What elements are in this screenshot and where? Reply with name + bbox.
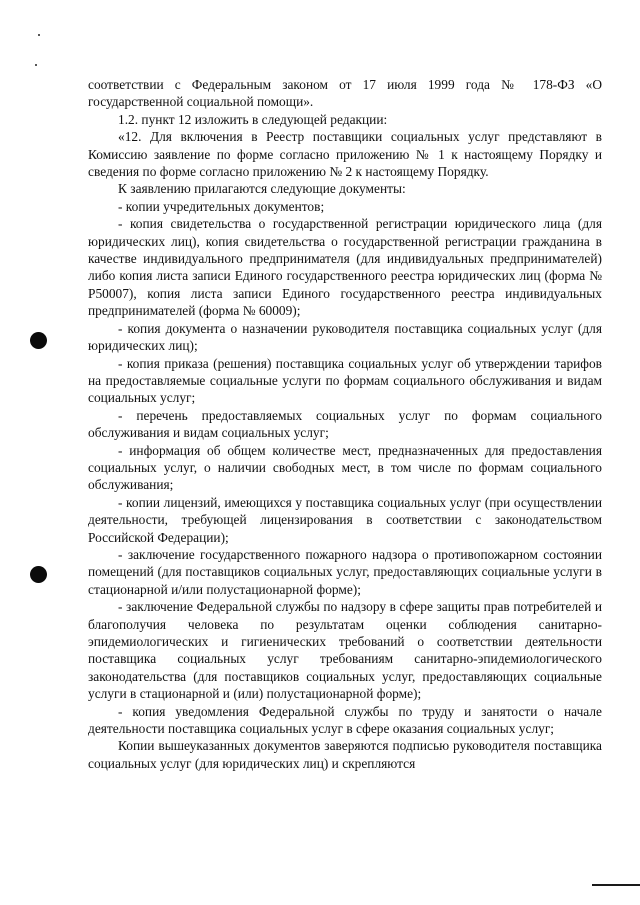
- paragraph-certification: Копии вышеуказанных документов заверяются подписью руководителя поставщика социальных услуг (для юридических лиц) и скрепляются: [88, 738, 602, 771]
- list-item: - заключение государственного пожарного надзора о противопожарном состоянии помещений (для поставщиков социальных услуг, предоставляющих социальные услуги в стационарной и/или полустационарной форме);: [88, 546, 602, 597]
- list-item: - копия свидетельства о государственной регистрации юридического лица (для юридических лиц), копия свидетельства о государственной регистрации гражданина в качестве индивидуального предпринимателя (для индивидуальных предпринимателей) либо копия листа записи Единого государственного реестра юридических лиц (форма № Р50007), копия листа записи Единого государственного реестра индивидуальных предпринимателей (форма № 60009);: [88, 216, 602, 319]
- paragraph-item-1-2: 1.2. пункт 12 изложить в следующей редакции:: [118, 111, 388, 127]
- scan-edge-line: [592, 884, 640, 886]
- paragraph-item-12: «12. Для включения в Реестр поставщики социальных услуг представляют в Комиссию заявление по форме согласно приложению № 1 к настоящему Порядку и сведения по форме согласно приложению № 2 к настоящему Порядку.: [88, 129, 602, 180]
- list-item: - копия документа о назначении руководителя поставщика социальных услуг (для юридических лиц);: [88, 320, 602, 354]
- list-item: - копии лицензий, имеющихся у поставщика социальных услуг (при осуществлении деятельности, требующей лицензирования в соответствии с законодательством Российской Федерации);: [88, 494, 602, 545]
- list-item: - копия уведомления Федеральной службы по труду и занятости о начале деятельности поставщика социальных услуг в сфере оказания социальных услуг;: [88, 703, 602, 737]
- paragraph-attachments-intro: К заявлению прилагаются следующие документы:: [118, 181, 406, 197]
- list-item: - информация об общем количестве мест, предназначенных для предоставления социальных услуг, о наличии свободных мест, в том числе по формам социального обслуживания;: [88, 442, 602, 493]
- list-item: - копии учредительных документов;: [118, 198, 325, 214]
- list-item: - копия приказа (решения) поставщика социальных услуг об утверждении тарифов на предоставляемые социальные услуги по формам социального обслуживания и видам социальных услуг;: [88, 355, 602, 406]
- punch-hole-top: [30, 332, 47, 349]
- list-item: - перечень предоставляемых социальных услуг по формам социального обслуживания и видам социальных услуг;: [88, 407, 602, 441]
- document-body: [88, 76, 602, 772]
- list-item: - заключение Федеральной службы по надзору в сфере защиты прав потребителей и благополучия человека по результатам оценки соблюдения санитарно-эпидемиологических и гигиенических требований о соответствии деятельности поставщика социальных услуг требованиям санитарно-эпидемиологического законодательства (для поставщиков социальных услуг, предоставляющих социальные услуги в стационарной и (или) полустационарной форме);: [88, 599, 602, 702]
- scan-speck: [35, 64, 37, 66]
- punch-hole-bottom: [30, 566, 47, 583]
- paragraph-law-reference: соответствии с Федеральным законом от 17 июля 1999 года № 178-ФЗ «О государственной социальной помощи».: [88, 77, 602, 110]
- scan-speck: [38, 34, 40, 36]
